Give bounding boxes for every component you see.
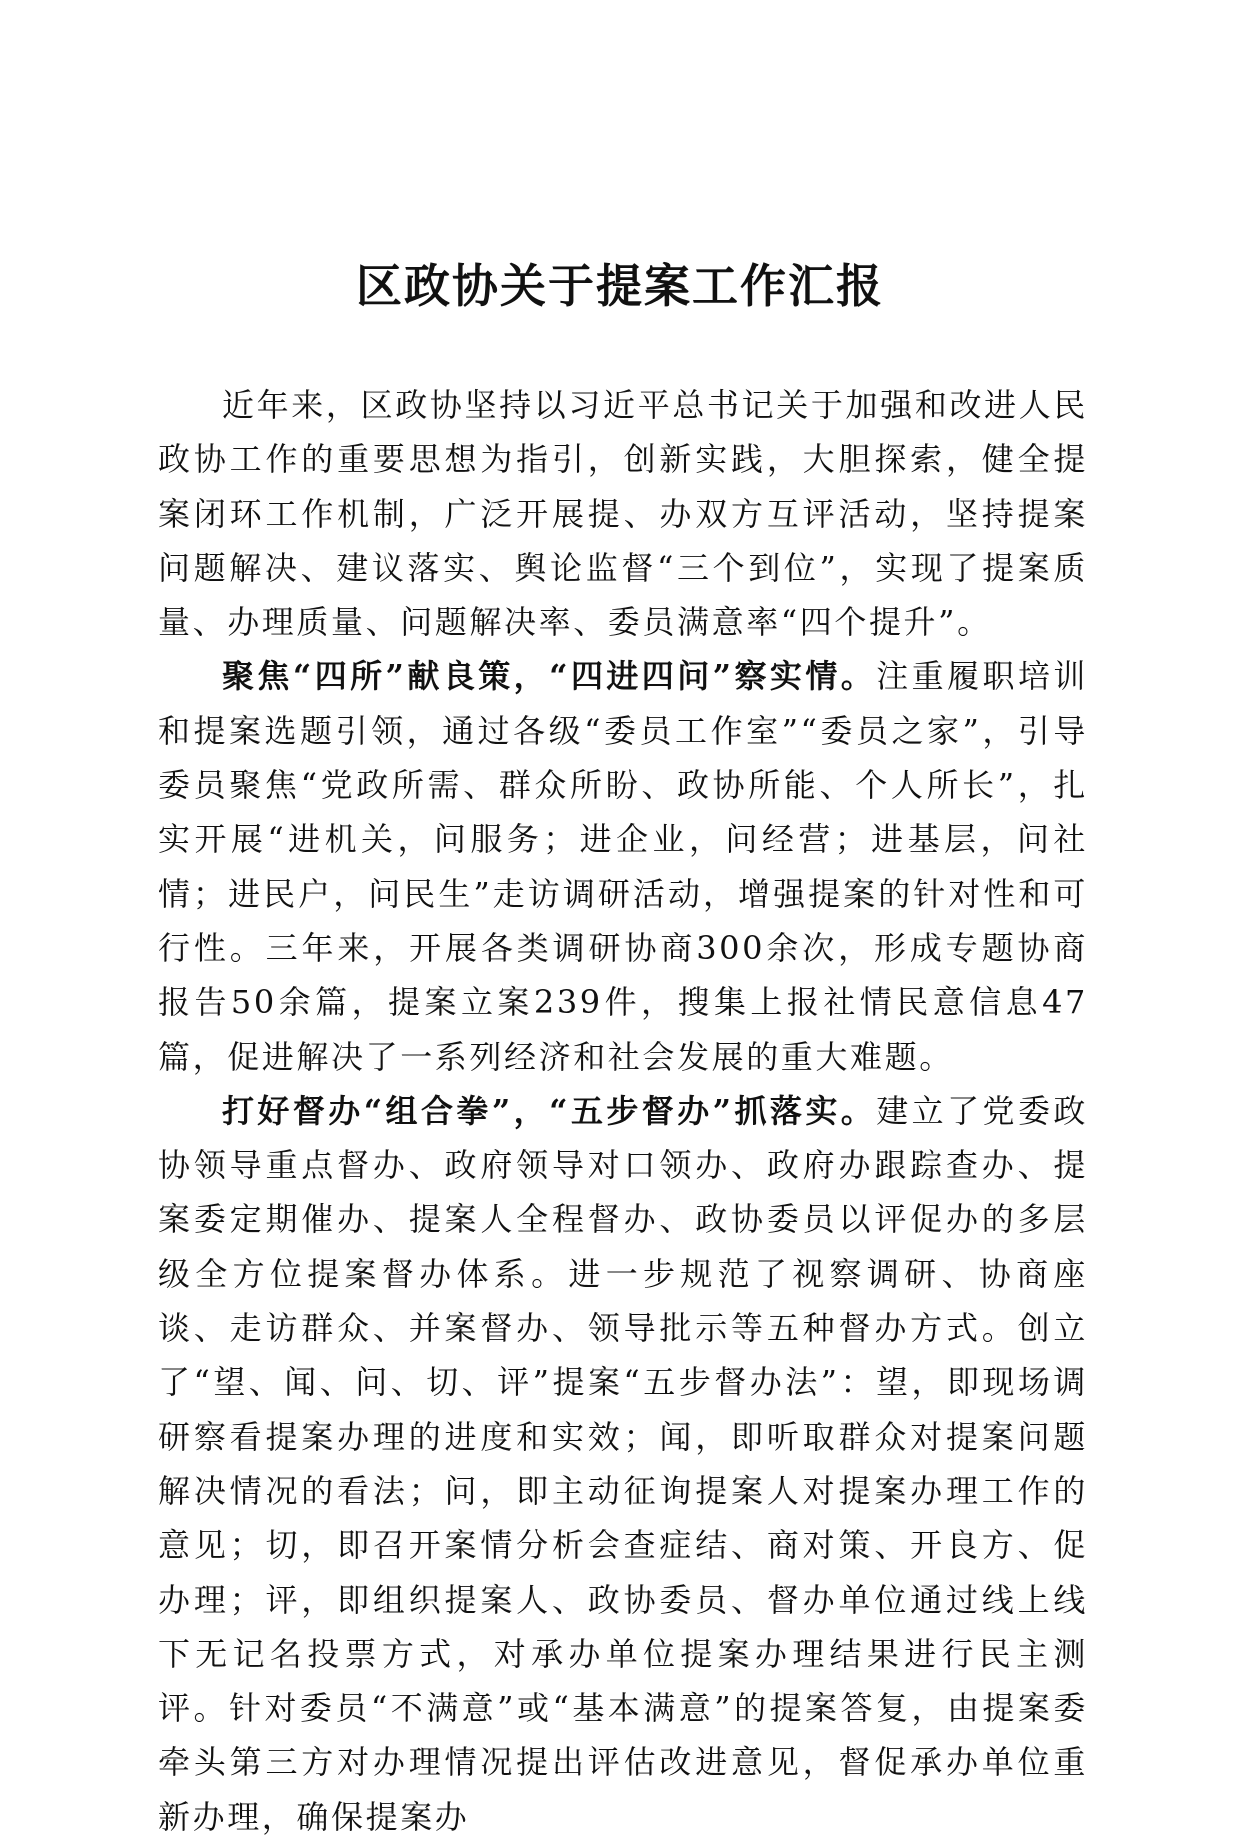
section-2-heading: 打好督办“组合拳”，“五步督办”抓落实。 bbox=[222, 1091, 877, 1130]
paragraph-intro bbox=[158, 378, 1088, 649]
paragraph-section-2 bbox=[158, 1084, 1088, 1844]
section-1-text: 注重履职培训和提案选题引领，通过各级“委员工作室”“委员之家”，引导委员聚焦“党政所需、群众所盼、政协所能、个人所长”，扎实开展“进机关，问服务；进企业，问经营；进基层，问社情；进民户，问民生”走访调研活动，增强提案的针对性和可行性。三年来，开展各类调研协商300余次，形成专题协商报告50余篇，提案立案239件，搜集上报社情民意信息47篇，促进解决了一系列经济和社会发展的重大难题。 bbox=[158, 657, 1088, 1076]
section-2-text: 建立了党委政协领导重点督办、政府领导对口领办、政府办跟踪查办、提案委定期催办、提案人全程督办、政协委员以评促办的多层级全方位提案督办体系。进一步规范了视察调研、协商座谈、走访群众、并案督办、领导批示等五种督办方式。创立了“望、闻、问、切、评”提案“五步督办法”：望，即现场调研察看提案办理的进度和实效；闻，即听取群众对提案问题解决情况的看法；问，即主动征询提案人对提案办理工作的意见；切，即召开案情分析会查症结、商对策、开良方、促办理；评，即组织提案人、政协委员、督办单位通过线上线下无记名投票方式，对承办单位提案办理结果进行民主测评。针对委员“不满意”或“基本满意”的提案答复，由提案委牵头第三方对办理情况提出评估改进意见，督促承办单位重新办理，确保提案办 bbox=[158, 1091, 1088, 1836]
paragraph-section-1 bbox=[158, 649, 1088, 1083]
document-body bbox=[158, 378, 1088, 1844]
document-title: 区政协关于提案工作汇报 bbox=[356, 259, 884, 313]
paragraph-intro-text: 近年来，区政协坚持以习近平总书记关于加强和改进人民政协工作的重要思想为指引，创新实践，大胆探索，健全提案闭环工作机制，广泛开展提、办双方互评活动，坚持提案问题解决、建议落实、舆论监督“三个到位”，实现了提案质量、办理质量、问题解决率、委员满意率“四个提升”。 bbox=[158, 386, 1088, 642]
section-1-heading: 聚焦“四所”献良策，“四进四问”察实情。 bbox=[222, 657, 877, 696]
